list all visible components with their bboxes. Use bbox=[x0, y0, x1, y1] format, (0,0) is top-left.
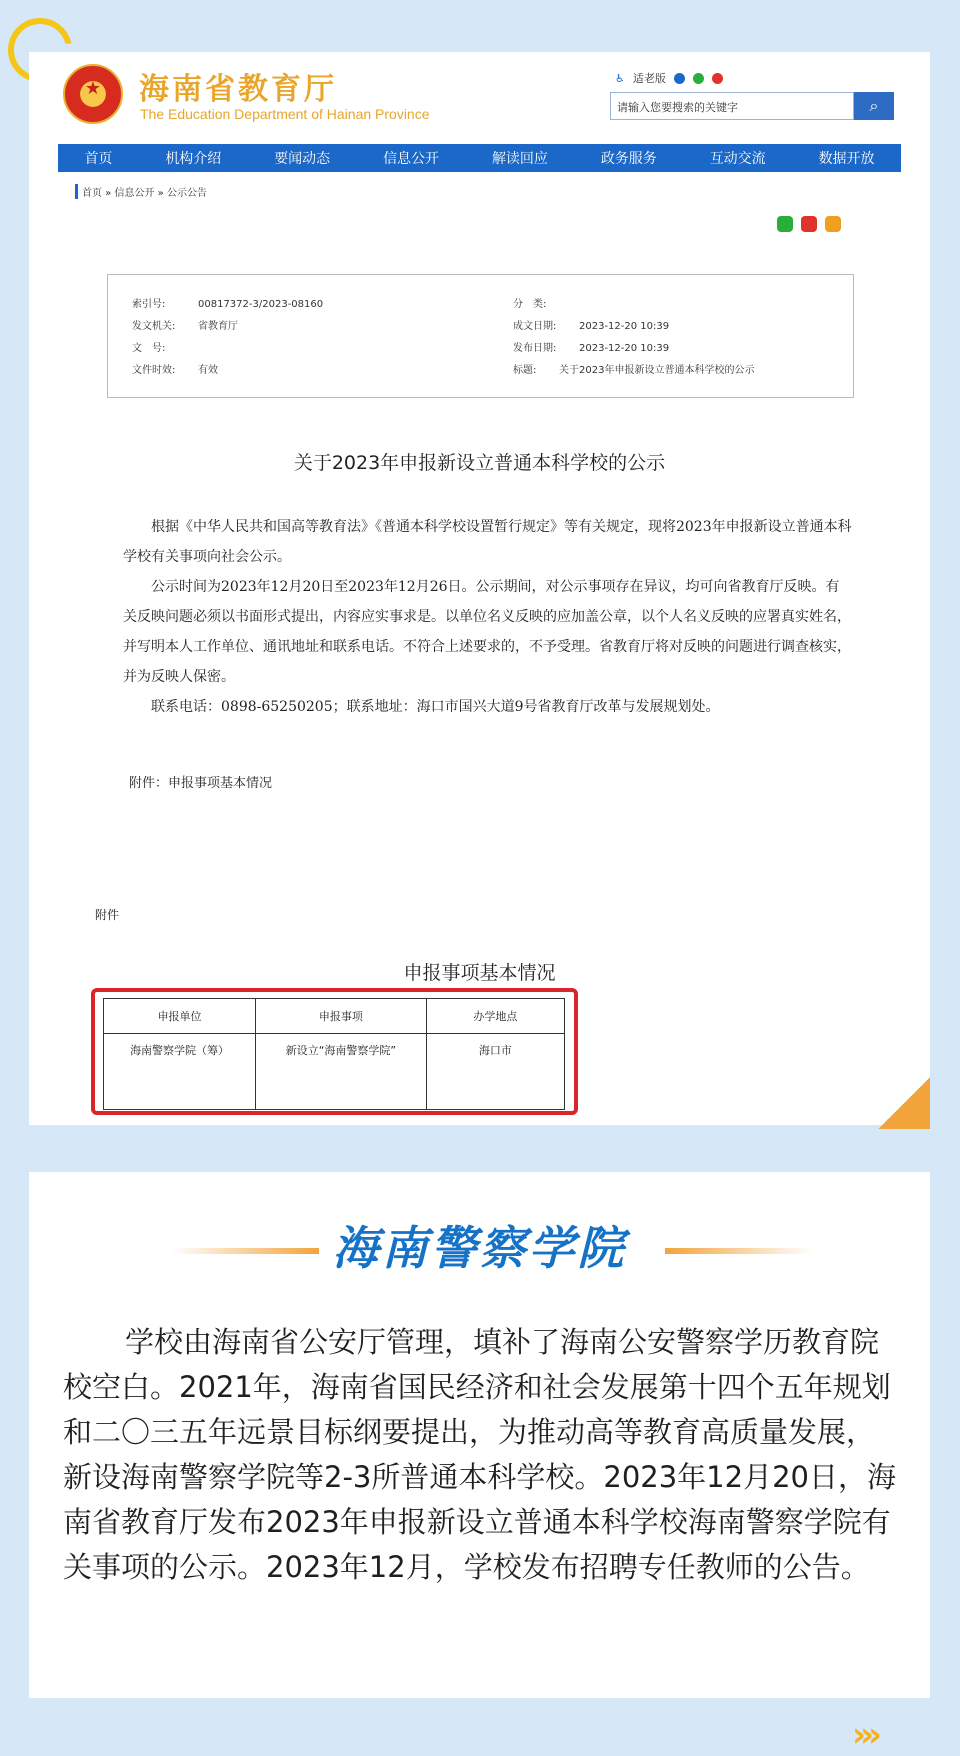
document-body bbox=[123, 512, 853, 722]
chevron-right-icon: ››› bbox=[852, 1715, 877, 1755]
site-name-english: The Education Department of Hainan Province bbox=[140, 106, 430, 122]
nav-item-open-data[interactable]: 数据开放 bbox=[818, 151, 875, 167]
intro-panel bbox=[29, 1172, 930, 1698]
weibo-share-icon[interactable] bbox=[801, 216, 817, 232]
meta-index-no: 索引号: 00817372-3/2023-08160 bbox=[132, 299, 324, 310]
table-cell: 海南警察学院（筹） bbox=[104, 1034, 256, 1110]
highlight-frame bbox=[91, 988, 578, 1115]
section-heading bbox=[29, 1218, 930, 1278]
attachment-link[interactable]: 附件：申报事项基本情况 bbox=[129, 776, 273, 791]
weibo-icon[interactable] bbox=[712, 73, 723, 84]
breadcrumb[interactable]: 首页 » 信息公开 » 公示公告 bbox=[75, 184, 207, 199]
document-title: 关于2023年申报新设立普通本科学校的公示 bbox=[293, 452, 666, 474]
national-emblem-icon bbox=[63, 64, 123, 124]
meta-subject: 标题: 关于2023年申报新设立普通本科学校的公示 bbox=[513, 365, 755, 376]
document-metadata bbox=[107, 274, 854, 398]
table-cell: 海口市 bbox=[426, 1034, 564, 1110]
meta-published: 发布日期: 2023-12-20 10:39 bbox=[513, 343, 670, 354]
meta-category: 分 类: bbox=[513, 299, 547, 310]
share-icons bbox=[777, 216, 841, 232]
meta-created: 成文日期: 2023-12-20 10:39 bbox=[513, 321, 670, 332]
search-input[interactable]: 请输入您要搜索的关键字 bbox=[610, 92, 854, 120]
appendix-label: 附件 bbox=[95, 908, 120, 922]
meta-doc-no: 文 号: bbox=[132, 343, 166, 354]
utility-links bbox=[615, 70, 723, 86]
document-paragraph: 根据《中华人民共和国高等教育法》《普通本科学校设置暂行规定》等有关规定，现将2023年申报新设立普通本科学校有关事项向社会公示。 bbox=[123, 519, 852, 565]
table-title: 申报事项基本情况 bbox=[403, 962, 556, 984]
home-icon[interactable] bbox=[674, 73, 685, 84]
decorative-corner bbox=[878, 1077, 930, 1129]
search-button[interactable] bbox=[854, 92, 894, 120]
table-header: 申报单位 bbox=[104, 999, 256, 1034]
meta-issuer: 发文机关: 省教育厅 bbox=[132, 321, 238, 332]
meta-validity: 文件时效: 有效 bbox=[132, 365, 218, 376]
nav-item-news[interactable]: 要闻动态 bbox=[274, 151, 331, 167]
nav-item-about[interactable]: 机构介绍 bbox=[165, 151, 222, 167]
site-name: 海南省教育厅 bbox=[139, 72, 337, 107]
nav-item-services[interactable]: 政务服务 bbox=[600, 151, 657, 167]
intro-paragraph: 学校由海南省公安厅管理，填补了海南公安警察学历教育院校空白。2021年，海南省国民经济和社会发展第十四个五年规划和二〇三五年远景目标纲要提出，为推动高等教育高质量发展，新设海南警察学院等2-3所普通本科学校。2023年12月20日，海南省教育厅发布2023年申报新设立普通本科学校海南警察学院有关事项的公示。2023年12月，学校发布招聘专任教师的公告。 bbox=[63, 1325, 896, 1584]
accessibility-icon[interactable]: ♿ bbox=[615, 71, 625, 85]
wechat-icon[interactable] bbox=[693, 73, 704, 84]
nav-item-disclosure[interactable]: 信息公开 bbox=[383, 151, 440, 167]
favorite-icon[interactable] bbox=[825, 216, 841, 232]
section-title: 海南警察学院 bbox=[332, 1221, 627, 1275]
nav-item-interaction[interactable]: 互动交流 bbox=[709, 151, 766, 167]
nav-item-home[interactable]: 首页 bbox=[84, 151, 113, 167]
site-header bbox=[29, 52, 930, 142]
table-header: 办学地点 bbox=[426, 999, 564, 1034]
search-icon: ⌕ bbox=[869, 96, 879, 115]
document-paragraph: 联系电话：0898-65250205；联系地址：海口市国兴大道9号省教育厅改革与发展规划处。 bbox=[151, 699, 720, 715]
website-screenshot-panel bbox=[29, 52, 930, 1125]
table-header: 申报事项 bbox=[256, 999, 427, 1034]
nav-item-interpretation[interactable]: 解读回应 bbox=[491, 151, 548, 167]
table-cell: 新设立“海南警察学院” bbox=[256, 1034, 427, 1110]
main-nav bbox=[58, 144, 901, 172]
document-paragraph: 公示时间为2023年12月20日至2023年12月26日。公示期间，对公示事项存在异议，均可向省教育厅反映。有关反映问题必须以书面形式提出，内容应实事求是。以单位名义反映的应加盖公章，以个人名义反映的应署真实姓名，并写明本人工作单位、通讯地址和联系电话。不符合上述要求的，不予受理。省教育厅将对反映的问题进行调查核实，并为反映人保密。 bbox=[123, 579, 851, 685]
elderly-mode-link[interactable]: 适老版 bbox=[632, 72, 666, 85]
wechat-share-icon[interactable] bbox=[777, 216, 793, 232]
